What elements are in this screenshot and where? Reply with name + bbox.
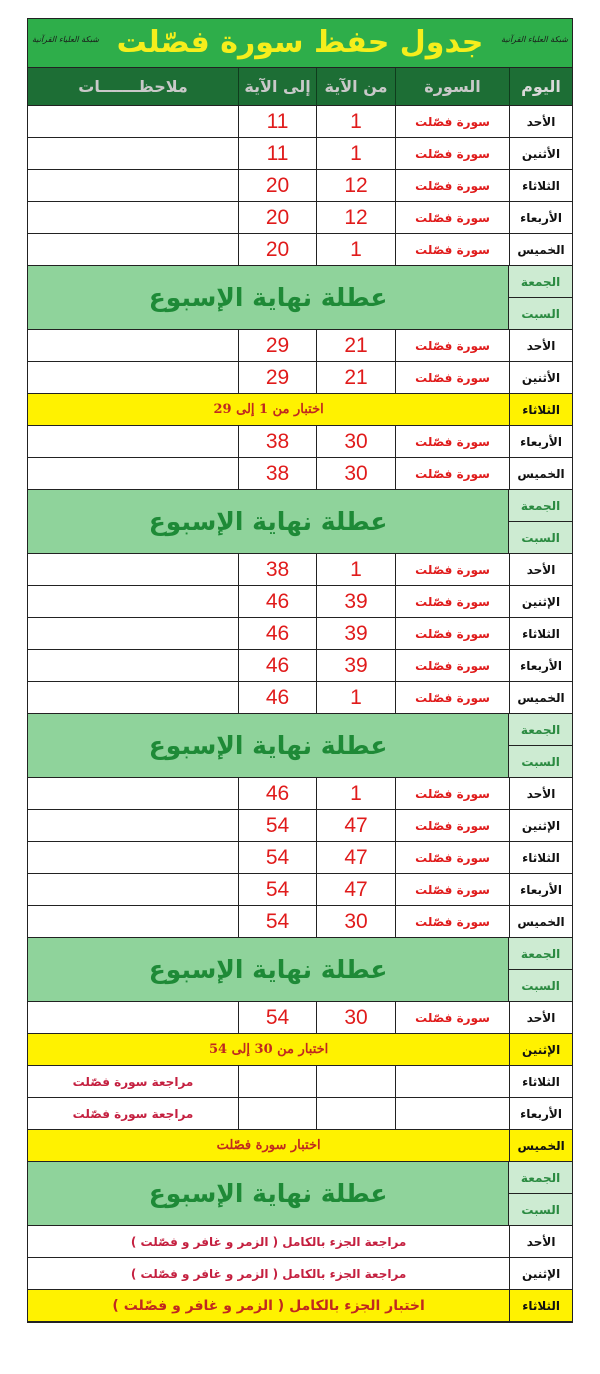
table-row xyxy=(28,138,572,170)
table-row xyxy=(28,650,572,682)
notes-cell xyxy=(28,586,238,617)
day-label: الأحد xyxy=(509,554,572,585)
from-ayah: 21 xyxy=(316,330,395,361)
table-row xyxy=(28,170,572,202)
from-ayah: 39 xyxy=(316,650,395,681)
from-ayah: 30 xyxy=(316,1002,395,1033)
table-row xyxy=(28,330,572,362)
day-label: الخميس xyxy=(509,682,572,713)
surah-name: سورة فصّلت xyxy=(395,810,509,841)
weekend-label: عطلة نهاية الإسبوع xyxy=(28,938,509,1001)
to-ayah: 20 xyxy=(238,202,316,233)
header-notes: ملاحظـــــــات xyxy=(78,77,188,96)
exam-note: اختبار من 30 إلى 54 xyxy=(208,1042,329,1057)
from-ayah xyxy=(316,1066,395,1097)
review-note: مراجعة سورة فصّلت xyxy=(72,1074,194,1089)
table-row xyxy=(28,202,572,234)
table-header xyxy=(28,68,572,106)
day-label: الأحد xyxy=(509,1226,572,1257)
day-label: الثلاثاء xyxy=(509,842,572,873)
from-ayah: 39 xyxy=(316,618,395,649)
surah-name: سورة فصّلت xyxy=(395,842,509,873)
day-label: الثلاثاء xyxy=(509,394,572,425)
table-row xyxy=(28,362,572,394)
to-ayah: 20 xyxy=(238,170,316,201)
notes-cell xyxy=(28,170,238,201)
surah-name: سورة فصّلت xyxy=(395,586,509,617)
saturday-label: السبت xyxy=(509,298,572,329)
notes-cell xyxy=(28,874,238,905)
notes-cell xyxy=(28,426,238,457)
saturday-label: السبت xyxy=(509,746,572,777)
from-ayah: 47 xyxy=(316,842,395,873)
from-ayah: 1 xyxy=(316,234,395,265)
saturday-label: السبت xyxy=(509,522,572,553)
table-row xyxy=(28,874,572,906)
weekend-block xyxy=(28,714,572,778)
day-label: الأربعاء xyxy=(509,202,572,233)
friday-label: الجمعة xyxy=(509,714,572,746)
from-ayah: 47 xyxy=(316,874,395,905)
weekend-days xyxy=(509,490,572,553)
notes-cell xyxy=(28,618,238,649)
day-label: الأحد xyxy=(509,330,572,361)
notes-cell xyxy=(28,458,238,489)
day-label: الأحد xyxy=(509,778,572,809)
weekend-label: عطلة نهاية الإسبوع xyxy=(28,490,509,553)
surah-name: سورة فصّلت xyxy=(395,554,509,585)
day-label: الثلاثاء xyxy=(509,1066,572,1097)
from-ayah: 12 xyxy=(316,202,395,233)
surah-name: سورة فصّلت xyxy=(395,1002,509,1033)
notes-cell xyxy=(28,234,238,265)
header-surah: السورة xyxy=(395,68,509,105)
friday-label: الجمعة xyxy=(509,938,572,970)
exam-note: اختبار من 1 إلى 29 xyxy=(213,402,324,417)
table-row xyxy=(28,1226,572,1258)
table-row xyxy=(28,1130,572,1162)
to-ayah: 54 xyxy=(238,874,316,905)
to-ayah: 11 xyxy=(238,138,316,169)
review-note: مراجعة سورة فصّلت xyxy=(72,1106,194,1121)
from-ayah: 1 xyxy=(316,682,395,713)
table-row xyxy=(28,842,572,874)
saturday-label: السبت xyxy=(509,1194,572,1225)
surah-name: سورة فصّلت xyxy=(395,618,509,649)
surah-name: سورة فصّلت xyxy=(395,234,509,265)
day-label: الخميس xyxy=(509,1130,572,1161)
day-label: الثلاثاء xyxy=(509,170,572,201)
day-label: الأثنين xyxy=(509,362,572,393)
title-bar xyxy=(28,19,572,68)
exam-note: اختبار سورة فصّلت xyxy=(216,1138,321,1153)
surah-name: سورة فصّلت xyxy=(395,682,509,713)
notes-cell xyxy=(28,330,238,361)
table-row xyxy=(28,458,572,490)
notes-cell xyxy=(28,778,238,809)
from-ayah: 12 xyxy=(316,170,395,201)
to-ayah: 46 xyxy=(238,586,316,617)
weekend-days xyxy=(509,1162,572,1225)
friday-label: الجمعة xyxy=(509,266,572,298)
to-ayah: 46 xyxy=(238,618,316,649)
friday-label: الجمعة xyxy=(509,1162,572,1194)
from-ayah: 47 xyxy=(316,810,395,841)
saturday-label: السبت xyxy=(509,970,572,1001)
day-label: الثلاثاء xyxy=(509,1290,572,1321)
header-day: اليوم xyxy=(509,68,572,105)
weekend-days xyxy=(509,938,572,1001)
table-row xyxy=(28,1098,572,1130)
schedule-sheet xyxy=(27,18,573,1323)
to-ayah: 29 xyxy=(238,362,316,393)
from-ayah: 39 xyxy=(316,586,395,617)
weekend-days xyxy=(509,714,572,777)
surah-name: سورة فصّلت xyxy=(395,170,509,201)
from-ayah: 30 xyxy=(316,458,395,489)
from-ayah: 1 xyxy=(316,778,395,809)
surah-name: سورة فصّلت xyxy=(395,362,509,393)
weekend-block xyxy=(28,490,572,554)
table-row xyxy=(28,1290,572,1322)
weekend-days xyxy=(509,266,572,329)
table-row xyxy=(28,1002,572,1034)
notes-cell xyxy=(28,554,238,585)
notes-cell xyxy=(28,138,238,169)
table-row xyxy=(28,810,572,842)
surah-name: سورة فصّلت xyxy=(395,330,509,361)
to-ayah: 54 xyxy=(238,1002,316,1033)
table-body xyxy=(28,106,572,1322)
to-ayah: 11 xyxy=(238,106,316,137)
to-ayah: 38 xyxy=(238,458,316,489)
table-row xyxy=(28,1066,572,1098)
day-label: الأثنين xyxy=(509,138,572,169)
surah-name xyxy=(395,1066,509,1097)
to-ayah: 29 xyxy=(238,330,316,361)
weekend-label: عطلة نهاية الإسبوع xyxy=(28,1162,509,1225)
from-ayah: 30 xyxy=(316,426,395,457)
logo-right: شبكة العلياء القرآنية xyxy=(501,35,568,44)
day-label: الإثنين xyxy=(509,586,572,617)
notes-cell xyxy=(28,650,238,681)
notes-cell xyxy=(28,362,238,393)
day-label: الخميس xyxy=(509,234,572,265)
to-ayah: 38 xyxy=(238,554,316,585)
to-ayah: 46 xyxy=(238,778,316,809)
header-to: إلى الآية xyxy=(238,68,316,105)
day-label: الإثنين xyxy=(509,1034,572,1065)
weekend-block xyxy=(28,938,572,1002)
to-ayah: 20 xyxy=(238,234,316,265)
notes-cell xyxy=(28,202,238,233)
to-ayah xyxy=(238,1098,316,1129)
day-label: الأربعاء xyxy=(509,874,572,905)
to-ayah: 38 xyxy=(238,426,316,457)
logo-left: شبكة العلياء القرآنية xyxy=(32,35,99,44)
to-ayah: 54 xyxy=(238,842,316,873)
surah-name: سورة فصّلت xyxy=(395,202,509,233)
weekend-block xyxy=(28,1162,572,1226)
table-row xyxy=(28,778,572,810)
table-row xyxy=(28,554,572,586)
day-label: الأربعاء xyxy=(509,426,572,457)
header-from: من الآية xyxy=(316,68,395,105)
surah-name: سورة فصّلت xyxy=(395,106,509,137)
notes-cell xyxy=(28,810,238,841)
notes-cell xyxy=(28,842,238,873)
surah-name xyxy=(395,1098,509,1129)
full-review-note: مراجعة الجزء بالكامل ( الزمر و غافر و فصّلت ) xyxy=(130,1266,407,1281)
from-ayah: 1 xyxy=(316,106,395,137)
to-ayah: 46 xyxy=(238,650,316,681)
surah-name: سورة فصّلت xyxy=(395,138,509,169)
day-label: الإثنين xyxy=(509,810,572,841)
day-label: الأحد xyxy=(509,106,572,137)
table-row xyxy=(28,234,572,266)
exam-note: اختبار الجزء بالكامل ( الزمر و غافر و فصّلت ) xyxy=(112,1297,425,1314)
table-row xyxy=(28,1034,572,1066)
table-row xyxy=(28,586,572,618)
to-ayah: 46 xyxy=(238,682,316,713)
table-row xyxy=(28,906,572,938)
day-label: الإثنين xyxy=(509,1258,572,1289)
notes-cell xyxy=(28,906,238,937)
table-row xyxy=(28,394,572,426)
surah-name: سورة فصّلت xyxy=(395,650,509,681)
surah-name: سورة فصّلت xyxy=(395,778,509,809)
full-review-note: مراجعة الجزء بالكامل ( الزمر و غافر و فصّلت ) xyxy=(130,1234,407,1249)
from-ayah xyxy=(316,1098,395,1129)
notes-cell xyxy=(28,682,238,713)
to-ayah: 54 xyxy=(238,810,316,841)
day-label: الأربعاء xyxy=(509,650,572,681)
table-row xyxy=(28,618,572,650)
day-label: الخميس xyxy=(509,458,572,489)
page-title: جدول حفظ سورة فصّلت xyxy=(116,25,484,60)
surah-name: سورة فصّلت xyxy=(395,874,509,905)
surah-name: سورة فصّلت xyxy=(395,426,509,457)
day-label: الأربعاء xyxy=(509,1098,572,1129)
to-ayah: 54 xyxy=(238,906,316,937)
surah-name: سورة فصّلت xyxy=(395,458,509,489)
weekend-label: عطلة نهاية الإسبوع xyxy=(28,266,509,329)
table-row xyxy=(28,682,572,714)
from-ayah: 1 xyxy=(316,138,395,169)
table-row xyxy=(28,1258,572,1290)
weekend-block xyxy=(28,266,572,330)
table-row xyxy=(28,426,572,458)
notes-cell xyxy=(28,1002,238,1033)
to-ayah xyxy=(238,1066,316,1097)
from-ayah: 1 xyxy=(316,554,395,585)
weekend-label: عطلة نهاية الإسبوع xyxy=(28,714,509,777)
notes-cell xyxy=(28,106,238,137)
surah-name: سورة فصّلت xyxy=(395,906,509,937)
day-label: الثلاثاء xyxy=(509,618,572,649)
table-row xyxy=(28,106,572,138)
friday-label: الجمعة xyxy=(509,490,572,522)
from-ayah: 30 xyxy=(316,906,395,937)
day-label: الأحد xyxy=(509,1002,572,1033)
from-ayah: 21 xyxy=(316,362,395,393)
day-label: الخميس xyxy=(509,906,572,937)
